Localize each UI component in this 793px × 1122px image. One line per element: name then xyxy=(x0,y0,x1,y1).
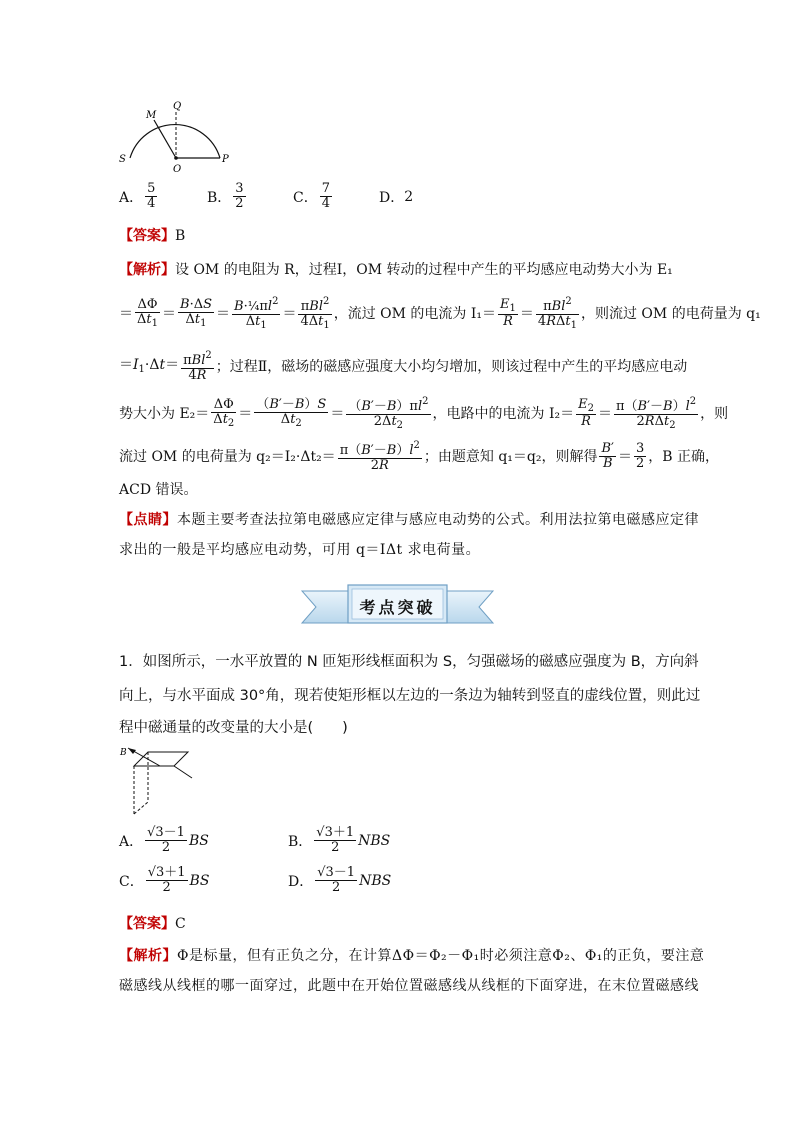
answer-value: B xyxy=(175,228,186,244)
analysis-line-5: 流过 OM 的电荷量为 q₂＝I₂·Δt₂＝ $\frac{\pi(B'-B)l^2}{2R}$ ；由题意知 q₁＝q₂，则解得 $\frac{B'}{B}$ ＝ $\frac{3}{2}$ ，B 正确， xyxy=(119,440,720,474)
label-m: M xyxy=(146,110,157,121)
fraction: $\frac{7}{4}$ xyxy=(321,181,330,212)
answer-value: C xyxy=(175,916,186,932)
analysis-tag: 【解析】 xyxy=(119,948,177,964)
q1-line-1: 1．如图所示，一水平放置的 N 匝矩形线框面积为 S，匀强磁场的磁感应强度为 B，方向斜 xyxy=(119,654,699,670)
analysis-line-6: ACD 错误。 xyxy=(119,482,198,498)
q1-option-c[interactable]: C． $\frac{√3+1}{2}$ BS xyxy=(119,865,210,896)
q1-option-d[interactable]: D． $\frac{√3-1}{2}$ NBS xyxy=(288,865,392,896)
option-letter: B． xyxy=(207,189,232,206)
analysis-line-1: 【解析】设 OM 的电阻为 R，过程Ⅰ，OM 转动的过程中产生的平均感应电动势大小为 E₁ xyxy=(119,262,673,278)
label-b: B xyxy=(120,748,127,758)
option-letter: D． xyxy=(379,189,405,206)
option-letter: C． xyxy=(293,189,318,206)
option-value: 2 xyxy=(404,188,414,205)
note-tag: 【点睛】 xyxy=(119,512,177,528)
label-p: P xyxy=(222,154,229,165)
analysis-line-4: 势大小为 E₂＝ $\frac{\Delta\Phi}{\Delta t_2}$ ＝ $\frac{(B'-B)S}{\Delta t_2}$ ＝ $\frac{(B'-B)\pi l^2}{2\Delta t_2}$ ，电路中的电流为 I₂＝ $\frac{E_2}{R}$ ＝ $\frac{\pi(B'-B)l^2}{2R\Delta t_2}$ ，则 xyxy=(119,396,729,432)
q1-option-a[interactable]: A． $\frac{√3-1}{2}$ BS xyxy=(119,825,209,856)
note-line-1: 【点睛】本题主要考查法拉第电磁感应定律与感应电动势的公式。利用法拉第电磁感应定律 xyxy=(119,512,699,528)
q1-analysis-line-1: 【解析】Φ是标量，但有正负之分，在计算ΔΦ＝Φ₂－Φ₁时必须注意Φ₂、Φ₁的正负，要注意 xyxy=(119,948,705,964)
analysis-tag: 【解析】 xyxy=(119,262,175,278)
option-b[interactable] xyxy=(207,182,293,212)
frame-figure xyxy=(114,744,196,820)
q1-option-b[interactable]: B． $\frac{√3+1}{2}$ NBS xyxy=(288,825,391,856)
option-d[interactable] xyxy=(379,182,413,212)
prev-answer xyxy=(119,226,185,246)
option-c[interactable] xyxy=(293,182,379,212)
option-a[interactable] xyxy=(119,182,207,212)
fraction: $\frac{3}{2}$ xyxy=(235,181,244,212)
note-line-2: 求出的一般是平均感应电动势，可用 q＝IΔt 求电荷量。 xyxy=(119,542,481,558)
q1-line-2: 向上，与水平面成 30°角，现若使矩形框以左边的一条边为轴转到竖直的虚线位置，则此过 xyxy=(119,688,701,704)
prev-options xyxy=(119,182,413,212)
semicircle-figure xyxy=(112,98,237,178)
q1-analysis-line-2: 磁感线从线框的哪一面穿过，此题中在开始位置磁感线从线框的下面穿进，在末位置磁感线 xyxy=(119,978,699,994)
banner-title: 考点突破 xyxy=(359,598,436,617)
q1-line-3: 程中磁通量的改变量的大小是( ) xyxy=(119,720,348,736)
analysis-line-2: ＝ $\frac{\Delta\Phi}{\Delta t_1}$ ＝ $\frac{B\cdot\Delta S}{\Delta t_1}$ ＝ $\frac{B\cdot\frac{1}{4}\pi l^2}{\Delta t_1}$ ＝ $\frac{\pi Bl^2}{4\Delta t_1}$ ，流过 OM 的电流为 I₁＝ $\frac{E_1}{R}$ ＝ $\frac{\pi Bl^2}{4R\Delta t_1}$ ，则流过 OM 的电荷量为 q₁ xyxy=(119,296,761,332)
answer-tag: 【答案】 xyxy=(119,916,175,932)
fraction: $\frac{5}{4}$ xyxy=(147,181,156,212)
answer-tag: 【答案】 xyxy=(119,228,175,244)
label-o: O xyxy=(173,164,182,175)
label-q: Q xyxy=(173,101,182,112)
analysis-line-3: $=I_1\cdot\Delta t=$ $\frac{\pi Bl^2}{4R}$ ；过程Ⅱ，磁场的磁感应强度大小均匀增加，则该过程中产生的平均感应电动 xyxy=(119,350,688,384)
q1-answer xyxy=(119,914,186,934)
label-s: S xyxy=(119,154,126,165)
option-letter: A． xyxy=(119,189,144,206)
